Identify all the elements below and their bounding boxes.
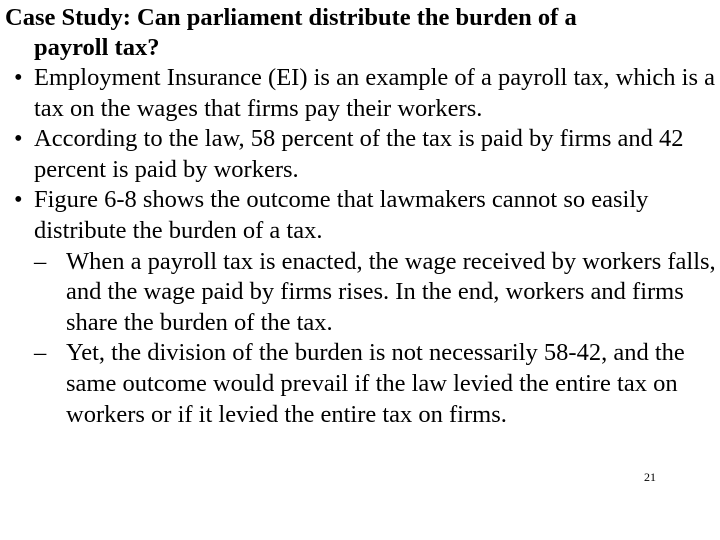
slide-body [0, 63, 716, 430]
slide-title [6, 3, 706, 63]
page-number: 21 [644, 470, 656, 484]
bullet-text: Employment Insurance (EI) is an example of a payroll tax, which is a tax on the wages that firms pay their workers. [34, 64, 716, 122]
bullet-item [0, 124, 716, 185]
slide-title-line-1: Case Study: Can parliament distribute the burden of a [5, 4, 577, 31]
slide-title-line-2: payroll tax? [34, 34, 160, 61]
sub-bullet-item [0, 247, 716, 339]
bullet-text: Figure 6-8 shows the outcome that lawmakers cannot so easily distribute the burden of a tax. [34, 186, 649, 244]
bullet-marker: • [14, 125, 23, 153]
sub-bullet-marker: – [34, 247, 47, 275]
bullet-text: According to the law, 58 percent of the tax is paid by firms and 42 percent is paid by workers. [34, 125, 684, 183]
bullet-marker: • [14, 186, 23, 214]
sub-bullet-text: When a payroll tax is enacted, the wage received by workers falls, and the wage paid by firms rises. In the end, workers and firms share the burden of the tax. [66, 247, 716, 336]
bullet-item [0, 63, 716, 124]
sub-bullet-item [0, 338, 716, 430]
sub-bullet-text: Yet, the division of the burden is not necessarily 58-42, and the same outcome would prevail if the law levied the entire tax on workers or if it levied the entire tax on firms. [66, 339, 685, 428]
sub-bullet-marker: – [34, 339, 47, 367]
bullet-item [0, 185, 716, 246]
bullet-marker: • [14, 64, 23, 91]
